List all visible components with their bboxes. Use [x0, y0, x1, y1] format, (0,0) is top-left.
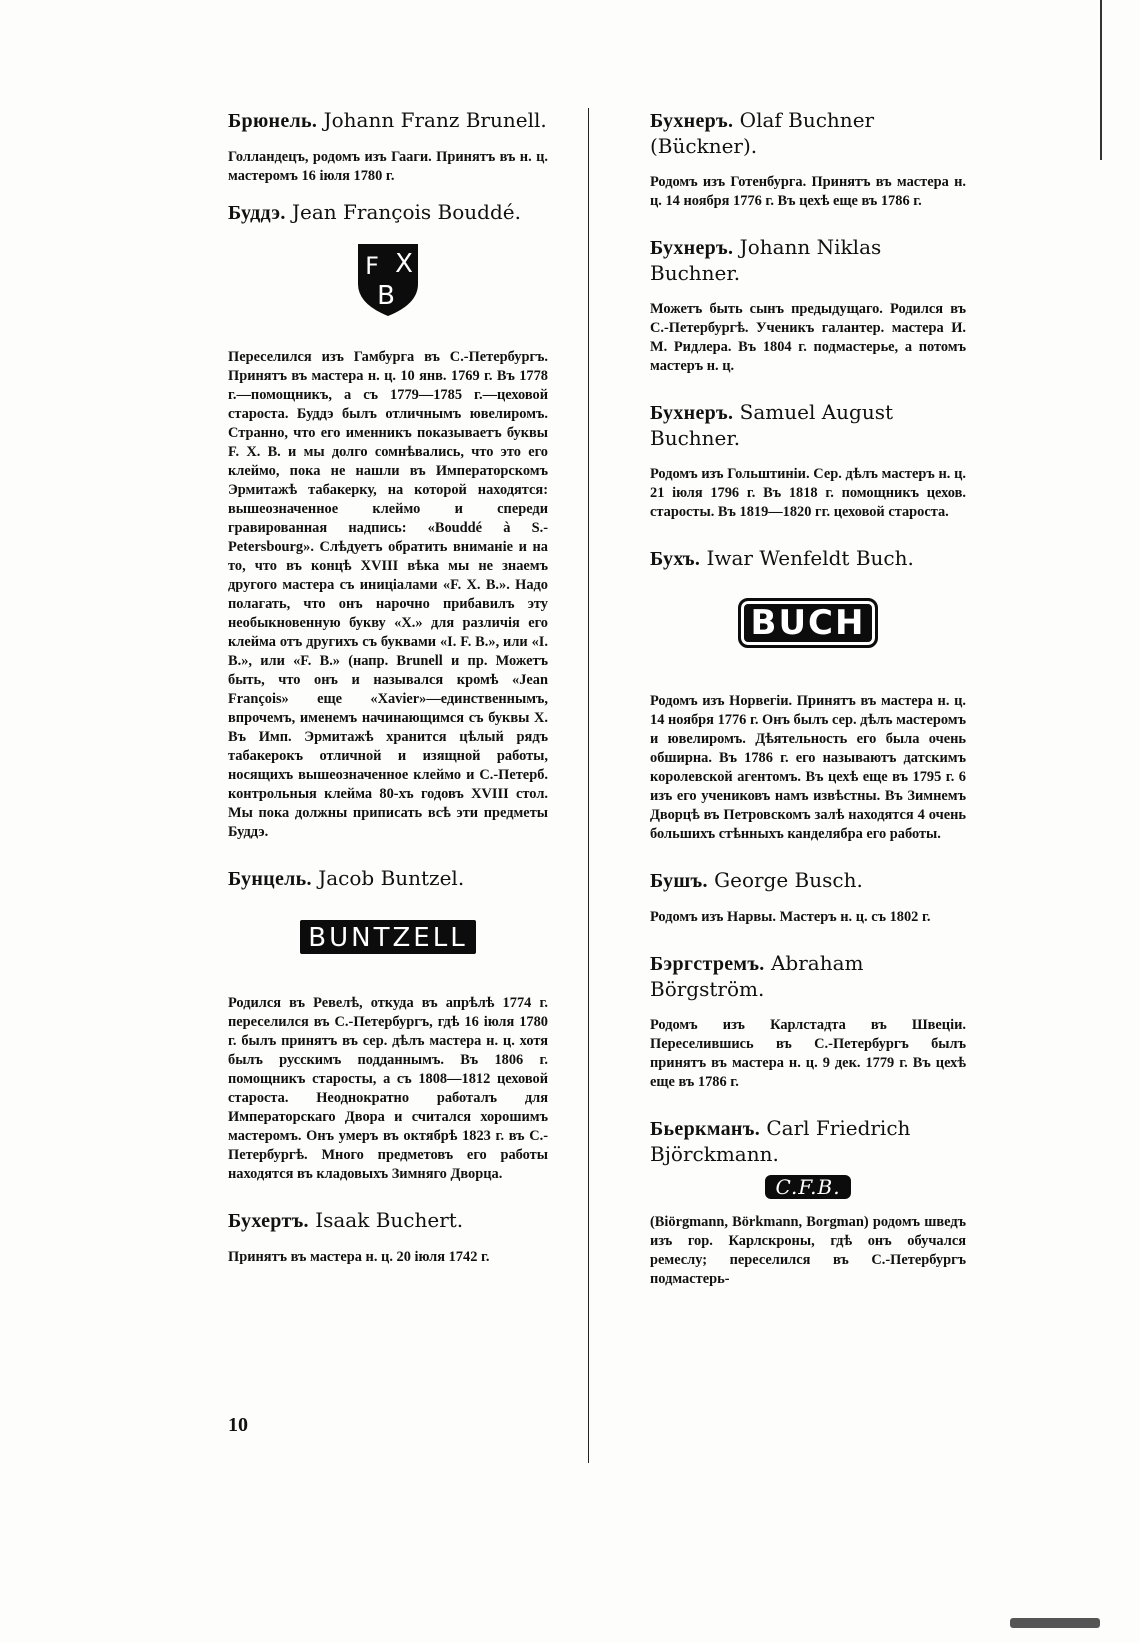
- entry-heading: [228, 200, 548, 226]
- mark-letter-f: F: [365, 252, 379, 280]
- right-column: [650, 108, 966, 1313]
- heading-russian: Буддэ.: [228, 202, 286, 224]
- entry-text: Родомъ изъ Норвегіи. Принятъ въ мастера н. ц. 14 ноября 1776 г. Онъ былъ сер. дѣлъ мастеромъ и ювелиромъ. Дѣятельность его была очень обширна. Въ 1786 г. его называютъ датскимъ королевской агентомъ. Въ цехѣ еще въ 1795 г. 6 изъ его учениковъ намъ извѣстны. Въ Зимнемъ Дворцѣ въ Петровскомъ залѣ находятся 4 очень большихъ стѣнныхъ канделябра его работы.: [650, 693, 967, 842]
- heading-latin: Iwar Wenfeldt Buch.: [706, 546, 914, 570]
- page-edge-line: [1100, 0, 1102, 160]
- heading-russian: Бушъ.: [650, 870, 708, 892]
- hallmark-cfb: [650, 1175, 966, 1199]
- buntzell-mark: BUNTZELL: [300, 920, 475, 954]
- heading-latin: Johann Franz Brunell.: [323, 108, 547, 132]
- entry-heading: [650, 546, 966, 572]
- entry-heading: [228, 1208, 548, 1234]
- hallmark-buch: [650, 598, 966, 648]
- heading-latin: Jean François Bouddé.: [292, 200, 521, 224]
- heading-russian: Бухъ.: [650, 548, 701, 570]
- heading-russian: Бэргстремъ.: [650, 953, 765, 975]
- heading-russian: Бухнеръ.: [650, 110, 734, 132]
- entry-text: Переселился изъ Гамбурга въ С.-Петербургъ. Принятъ въ мастера н. ц. 10 янв. 1769 г. Въ 1778 г.—помощникъ, а съ 1779—1785 г.—цеховой староста. Буддэ былъ отличнымъ ювелиромъ. Странно, что его именникъ показываетъ буквы F. X. B. и мы долго сомнѣвались, что это его клеймо, пока не нашли въ Императорскомъ Эрмитажѣ табакерку, на которой находятся: вышеозначенное клеймо и спереди гравированная надпись: «Bouddé à S.-Petersbourg». Слѣдуетъ обратить вниманіе и на то, что въ концѣ XVIII вѣка мы не знаемъ другого мастера съ иниціалами «F. X. B.». Надо полагать, что онъ нарочно прибавилъ эту необыкновенную букву «X.» для различія его клейма отъ другихъ съ буквами «I. F. B.», или «I. B.», или «F. B.» (напр. Brunell и пр. Можетъ быть, что онъ и назывался кромѣ «Jean François» еще «Xavier»—единственнымъ, впрочемъ, именемъ начинающимся съ буквы X. Въ Имп. Эрмитажѣ хранится цѣлый рядъ табакерокъ отличной и изящной работы, носящихъ вышеозначенное клеймо и С.-Петерб. контрольныя клейма 80-хъ годовъ XVIII стол. Мы пока должны приписать всѣ эти предметы Буддэ.: [228, 349, 548, 840]
- heading-russian: Бухнеръ.: [650, 402, 734, 424]
- entry-text: Родомъ изъ Гольштиніи. Сер. дѣлъ мастеръ н. ц. 21 іюля 1796 г. Въ 1818 г. помощникъ цехов. старосты. Въ 1819—1820 гг. цеховой староста.: [650, 466, 966, 520]
- heading-russian: Бухнеръ.: [650, 237, 734, 259]
- entry-heading: [650, 235, 966, 286]
- hallmark-fxb: [228, 240, 548, 318]
- left-column: [228, 108, 548, 1291]
- heading-russian: Бьеркманъ.: [650, 1118, 760, 1140]
- cfb-mark: C.F.B.: [765, 1175, 850, 1199]
- entry-heading: [650, 1116, 966, 1167]
- mark-letter-b: B: [377, 281, 395, 311]
- entry-text: (Biörgmann, Börkmann, Borgman) родомъ шведъ изъ гор. Карлскроны, гдѣ онъ обучался ремеслу; переселился въ С.-Петербургъ подмастерь-: [650, 1214, 966, 1287]
- entry-text: Принятъ въ мастера н. ц. 20 іюля 1742 г.: [228, 1249, 490, 1265]
- entry-text: Родомъ изъ Нарвы. Мастеръ н. ц. съ 1802 г.: [650, 909, 931, 925]
- heading-latin: Samuel August Buchner.: [650, 400, 894, 450]
- entry-text: Родомъ изъ Готенбурга. Принятъ въ мастера н. ц. 14 ноября 1776 г. Въ цехѣ еще въ 1786 г.: [650, 174, 966, 209]
- heading-latin: George Busch.: [714, 868, 863, 892]
- entry-text: Можетъ быть сынъ предыдущаго. Родился въ С.-Петербургѣ. Ученикъ галантер. мастера И. М. Ридлера. Въ 1804 г. подмастерье, а потомъ мастеръ н. ц.: [650, 301, 966, 374]
- entry-heading: [650, 868, 966, 894]
- heading-latin: Johann Niklas Buchner.: [650, 235, 882, 285]
- page-number: 10: [228, 1414, 248, 1436]
- heading-russian: Брюнель.: [228, 110, 318, 132]
- column-divider: [588, 108, 589, 1463]
- entry-text: Родомъ изъ Карлстадта въ Швеціи. Переселившись въ С.-Петербургъ былъ принятъ въ мастера н. ц. 9 дек. 1779 г. Въ цехѣ еще въ 1786 г.: [650, 1017, 966, 1090]
- entry-text: Родился въ Ревелѣ, откуда въ апрѣлѣ 1774 г. переселился въ С.-Петербургъ, гдѣ 16 іюля 1780 г. былъ принятъ въ сер. дѣлъ мастера н. ц. хотя былъ русскимъ подданнымъ. Въ 1806 г. помощникъ старосты, а съ 1808—1812 цеховой староста. Неоднократно работалъ для Императорскаго Двора и считался хорошимъ мастеромъ. Онъ умеръ въ октябрѣ 1823 г. въ С.-Петербургѣ. Много предметовъ его работы находятся въ кладовыхъ Зимняго Дворца.: [228, 995, 548, 1182]
- heading-latin: Olaf Buchner (Bückner).: [650, 108, 875, 158]
- entry-heading: [650, 951, 966, 1002]
- heading-latin: Jacob Buntzel.: [318, 866, 465, 890]
- heading-russian: Бунцель.: [228, 868, 312, 890]
- heading-latin: Abraham Börgström.: [650, 951, 864, 1001]
- entry-heading: [228, 866, 548, 892]
- buch-mark: BUCH: [738, 598, 879, 648]
- mark-letter-x: X: [395, 249, 413, 279]
- heading-latin: Isaak Buchert.: [315, 1208, 464, 1232]
- entry-text: Голландецъ, родомъ изъ Гааги. Принятъ въ н. ц. мастеромъ 16 іюля 1780 г.: [228, 149, 548, 184]
- heading-russian: Бухертъ.: [228, 1210, 309, 1232]
- heading-latin: Carl Friedrich Björckmann.: [650, 1116, 911, 1166]
- shield-mark-icon: [352, 240, 424, 318]
- entry-heading: [650, 400, 966, 451]
- entry-heading: [650, 108, 966, 159]
- scan-smudge: [1010, 1618, 1100, 1628]
- entry-heading: [228, 108, 548, 134]
- hallmark-buntzell: [228, 920, 548, 954]
